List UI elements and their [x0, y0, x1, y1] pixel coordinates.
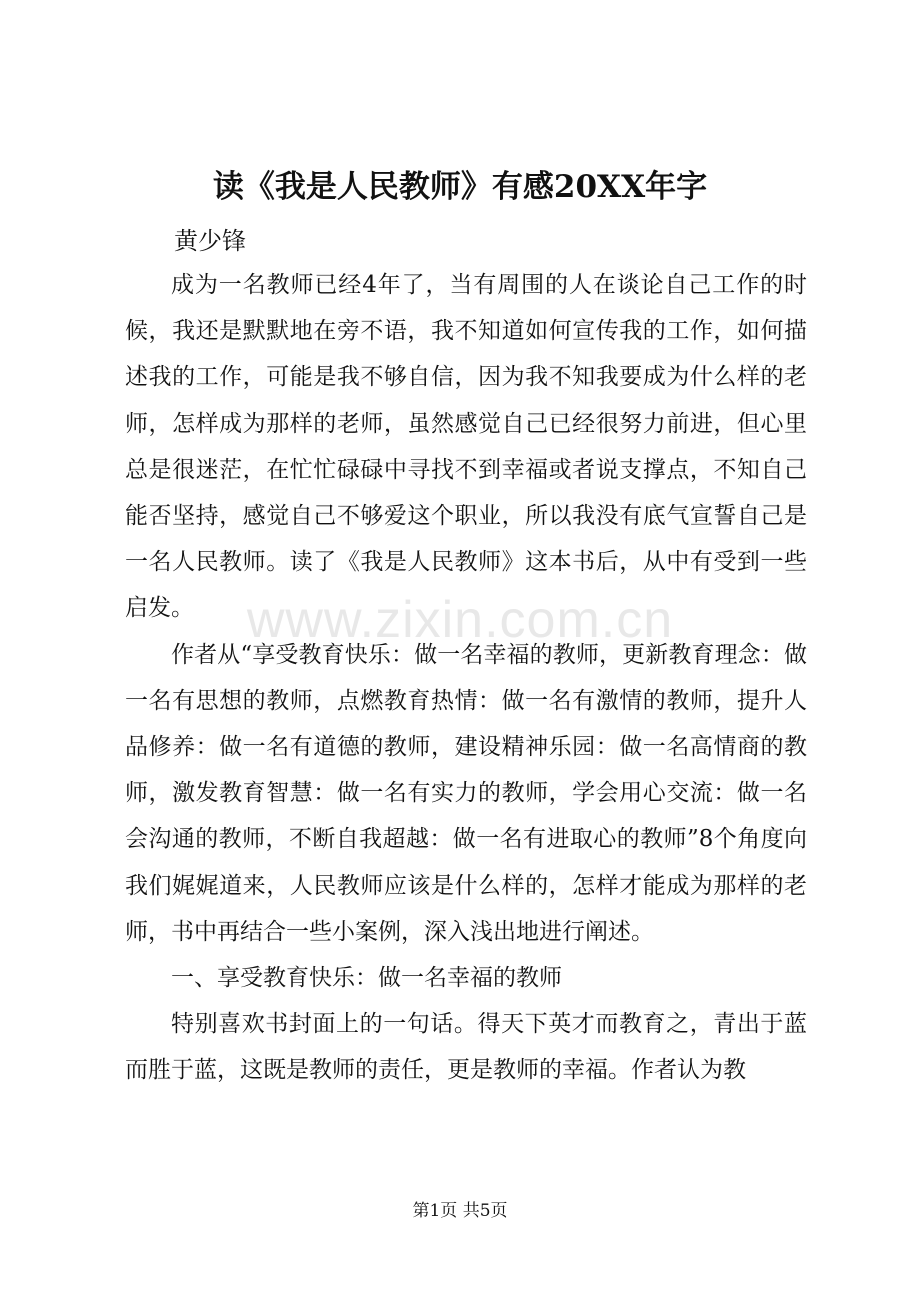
section-heading: 一、享受教育快乐：做一名幸福的教师	[171, 965, 562, 992]
document-title: 读《我是人民教师》有感20XX年字	[212, 169, 708, 205]
body-paragraph-3: 特别喜欢书封面上的一句话。得天下英才而教育之，青出于蓝而胜于蓝，这既是教师的责任，更是教师的幸福。作者认为教	[125, 1011, 807, 1084]
body-paragraph-1: 成为一名教师已经4年了，当有周围的人在谈论自己工作的时候，我还是默默地在旁不语，我不知道如何宣传我的工作，如何描述我的工作，可能是我不够自信，因为我不知我要成为什么样的老师，怎样成为那样的老师，虽然感觉自己已经很努力前进，但心里总是很迷茫，在忙忙碌碌中寻找不到幸福或者说支撑点，不知自己能否坚持，感觉自己不够爱这个职业，所以我没有底气宣誓自己是一名人民教师。读了《我是人民教师》这本书后，从中有受到一些启发。	[125, 272, 807, 622]
document-author: 黄少锋	[174, 227, 246, 255]
document-body	[125, 262, 807, 1094]
page-footer: 第1页 共5页	[412, 1201, 508, 1221]
body-paragraph-2: 作者从“享受教育快乐：做一名幸福的教师，更新教育理念：做一名有思想的教师，点燃教育热情：做一名有激情的教师，提升人品修养：做一名有道德的教师，建设精神乐园：做一名高情商的教师，激发教育智慧：做一名有实力的教师，学会用心交流：做一名会沟通的教师，不断自我超越：做一名有进取心的教师”8个角度向我们娓娓道来，人民教师应该是什么样的，怎样才能成为那样的老师，书中再结合一些小案例，深入浅出地进行阐述。	[125, 641, 807, 945]
watermark: www.zixin.com.cn	[246, 591, 674, 649]
